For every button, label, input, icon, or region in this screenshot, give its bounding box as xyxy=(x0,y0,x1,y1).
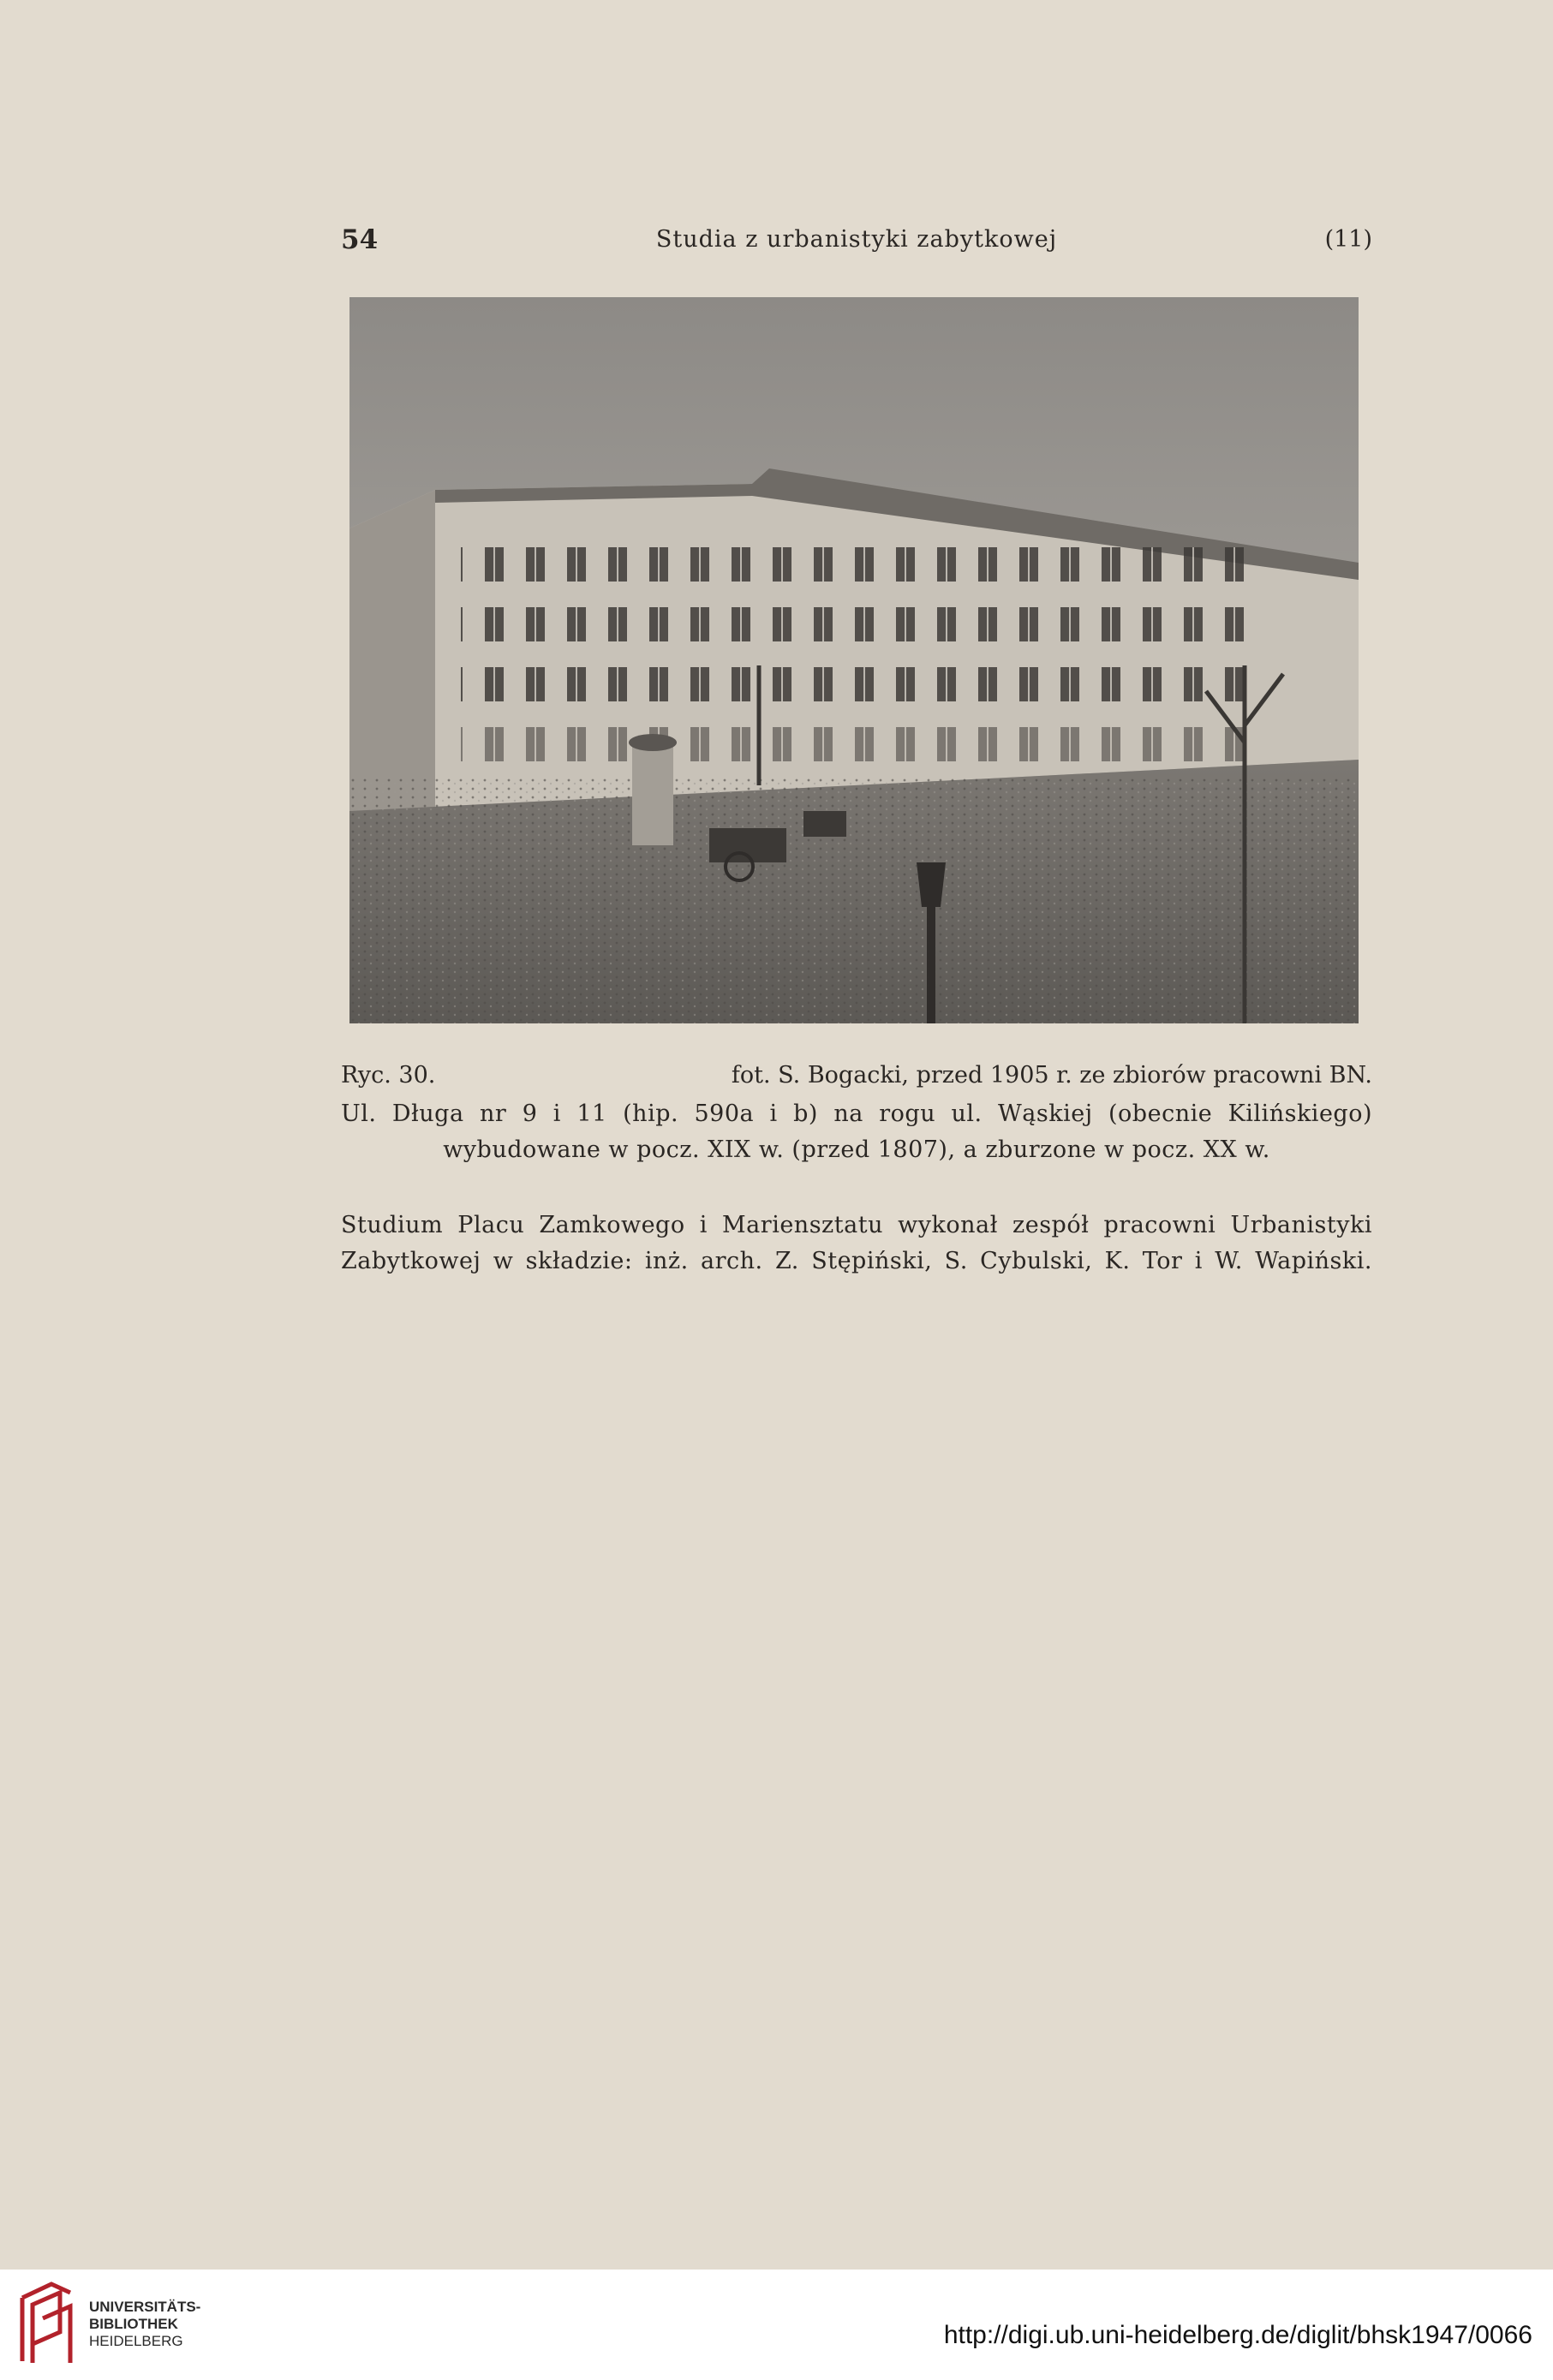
historic-street-photograph xyxy=(349,297,1359,1023)
section-number: (11) xyxy=(1324,226,1372,253)
body-paragraph: Studium Placu Zamkowego i Mariensztatu wykonał zespół pracowni Urbanistyki Zabytkowej w składzie: inż. arch. Z. Stępiński, S. Cybulski, K. Tor i W. Wapiński. xyxy=(341,1212,1372,1274)
library-name-line3: HEIDELBERG xyxy=(89,2333,183,2349)
figure-description: Ul. Długa nr 9 i 11 (hip. 590a i b) na rogu ul. Wąskiej (obecnie Kilińskiego) wybudowane w pocz. XIX w. (przed 1807), a zburzone w pocz. XX w. xyxy=(341,1101,1372,1163)
photo-credit: fot. S. Bogacki, przed 1905 r. ze zbiorów pracowni BN. xyxy=(731,1062,1372,1089)
library-name-line1: UNIVERSITÄTS- xyxy=(89,2299,201,2315)
running-header xyxy=(341,224,1372,259)
source-url-link[interactable]: http://digi.ub.uni-heidelberg.de/diglit/bhsk1947/0066 xyxy=(943,2321,1532,2349)
library-name xyxy=(89,2299,200,2350)
library-logo-icon xyxy=(17,2281,75,2366)
library-name-line2: BIBLIOTHEK xyxy=(89,2316,178,2332)
page-number: 54 xyxy=(341,224,379,255)
running-title: Studia z urbanistyki zabytkowej xyxy=(655,226,1058,253)
digitization-footer xyxy=(0,2270,1553,2380)
figure-number: Ryc. 30. xyxy=(341,1062,436,1089)
